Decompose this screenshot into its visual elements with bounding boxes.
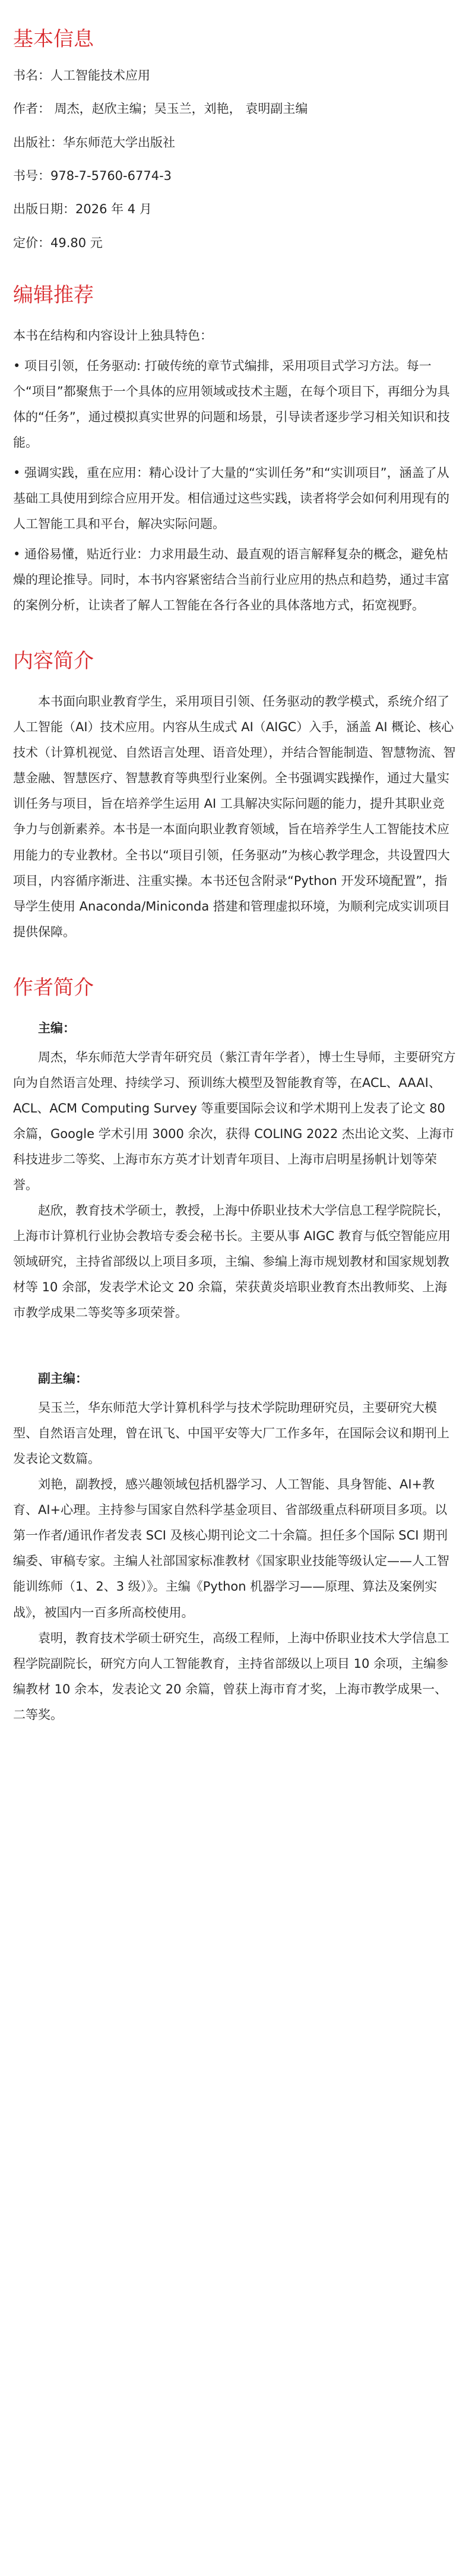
recommend-item-accessible: • 通俗易懂，贴近行业：力求用最生动、最直观的语言解释复杂的概念，避免枯燥的理论推导。同时，本书内容紧密结合当前行业应用的热点和趋势，通过丰富的案例分析，让读者了解人工智能在各行各业的具体落地方式，拓宽视野。	[13, 547, 449, 613]
recommend-intro: 本书在结构和内容设计上独具特色：	[13, 328, 213, 343]
publisher-row: 出版社：华东师范大学出版社	[13, 135, 175, 150]
author-bio-liuyan: 刘艳，副教授，感兴趣领域包括机器学习、人工智能、具身智能、AI+教育、AI+心理。主持参与国家自然科学基金项目、省部级重点科研项目多项。以第一作者/通讯作者发表 SCI 及核心期刊论文二十余篇。担任多个国际 SCI 期刊编委、审稿专家。主编人社部国家标准教材《国家职业技能等级认定——人工智能训练师（1、2、3 级）》。主编《Python 机器学习——原理、算法及案例实战》，被国内一百多所高校使用。	[13, 1477, 449, 1620]
publish-date-row: 出版日期：2026 年 4 月	[13, 202, 152, 217]
author-section-title: 作者简介	[13, 975, 94, 1000]
editor-recommend-section	[13, 283, 456, 618]
content-summary-text: 本书面向职业教育学生，采用项目引领、任务驱动的教学模式，系统介绍了人工智能（AI）技术应用。内容从生成式 AI（AIGC）入手，涵盖 AI 概论、核心技术（计算机视觉、自然语言处理、语音处理），并结合智能制造、智慧物流、智慧金融、智慧医疗、智慧教育等典型行业案例。全书强调实践操作，通过大量实训任务与项目，旨在培养学生运用 AI 工具解决实际问题的能力，提升其职业竞争力与创新素养。本书是一本面向职业教育领域，旨在培养学生人工智能技术应用能力的专业教材。全书以“项目引领，任务驱动”为核心教学理念，共设置四大项目，内容循序渐进、注重实操。本书还包含附录“Python 开发环境配置”，指导学生使用 Anaconda/Miniconda 搭建和管理虚拟环境，为顺利完成实训项目提供保障。	[13, 694, 456, 939]
author-section	[13, 976, 456, 1728]
recommend-item-practice: • 强调实践，重在应用：精心设计了大量的“实训任务”和“实训项目”，涵盖了从基础工具使用到综合应用开发。相信通过这些实践，读者将学会如何利用现有的人工智能工具和平台，解决实际问题。	[13, 466, 449, 532]
recommend-item-project: • 项目引领，任务驱动: 打破传统的章节式编排，采用项目式学习方法。每一个“项目”都聚焦于一个具体的应用领域或技术主题，在每个项目下，再细分为具体的“任务”，通过模拟真实世界的问题和场景，引导读者逐步学习相关知识和技能。	[13, 358, 450, 450]
price-row: 定价：49.80 元	[13, 235, 103, 250]
author-bio-yuanming: 袁明，教育技术学硕士研究生，高级工程师，上海中侨职业技术大学信息工程学院副院长，研究方向人工智能教育，主持省部级以上项目 10 余项，主编参编教材 10 余本，发表论文 20 余篇，曾获上海市育才奖，上海市教学成果一、二等奖。	[13, 1630, 449, 1722]
editor-recommend-title: 编辑推荐	[13, 283, 94, 308]
authors-row: 作者： 周杰，赵欣主编；吴玉兰，刘艳， 袁明副主编	[13, 102, 308, 116]
author-bio-wuyulan: 吴玉兰，华东师范大学计算机科学与技术学院助理研究员，主要研究大模型、自然语言处理，曾在讯飞、中国平安等大厂工作多年，在国际会议和期刊上发表论文数篇。	[13, 1401, 449, 1466]
content-summary-title: 内容简介	[13, 649, 94, 674]
chief-editor-label: 主编：	[38, 1020, 75, 1035]
basic-info-section	[13, 27, 456, 252]
book-title-row: 书名：人工智能技术应用	[13, 68, 150, 83]
author-bio-zhaoxin: 赵欣，教育技术学硕士，教授，上海中侨职业技术大学信息工程学院院长，上海市计算机行业协会教培专委会秘书长。主要从事 AIGC 教育与低空智能应用领域研究，主持省部级以上项目多项，主编、参编上海市规划教材和国家规划教材等 10 余部，发表学术论文 20 余篇，荣获黄炎培职业教育杰出教师奖、上海市教学成果二等奖等多项荣誉。	[13, 1203, 451, 1320]
author-bio-zhoujie: 周杰，华东师范大学青年研究员（紫江青年学者），博士生导师，主要研究方向为自然语言处理、持续学习、预训练大模型及智能教育等，在ACL、AAAI、ACL、ACM Computing Survey 等重要国际会议和学术期刊上发表了论文 80 余篇，Google 学术引用 3000 余次，获得 COLING 2022 杰出论文奖、上海市科技进步二等奖、上海市东方英才计划青年项目、上海市启明星扬帆计划等荣誉。	[13, 1050, 456, 1192]
basic-info-title: 基本信息	[13, 27, 94, 51]
vice-editor-label: 副主编：	[38, 1371, 88, 1386]
content-summary-section	[13, 649, 456, 944]
isbn-row: 书号：978-7-5760-6774-3	[13, 168, 172, 183]
